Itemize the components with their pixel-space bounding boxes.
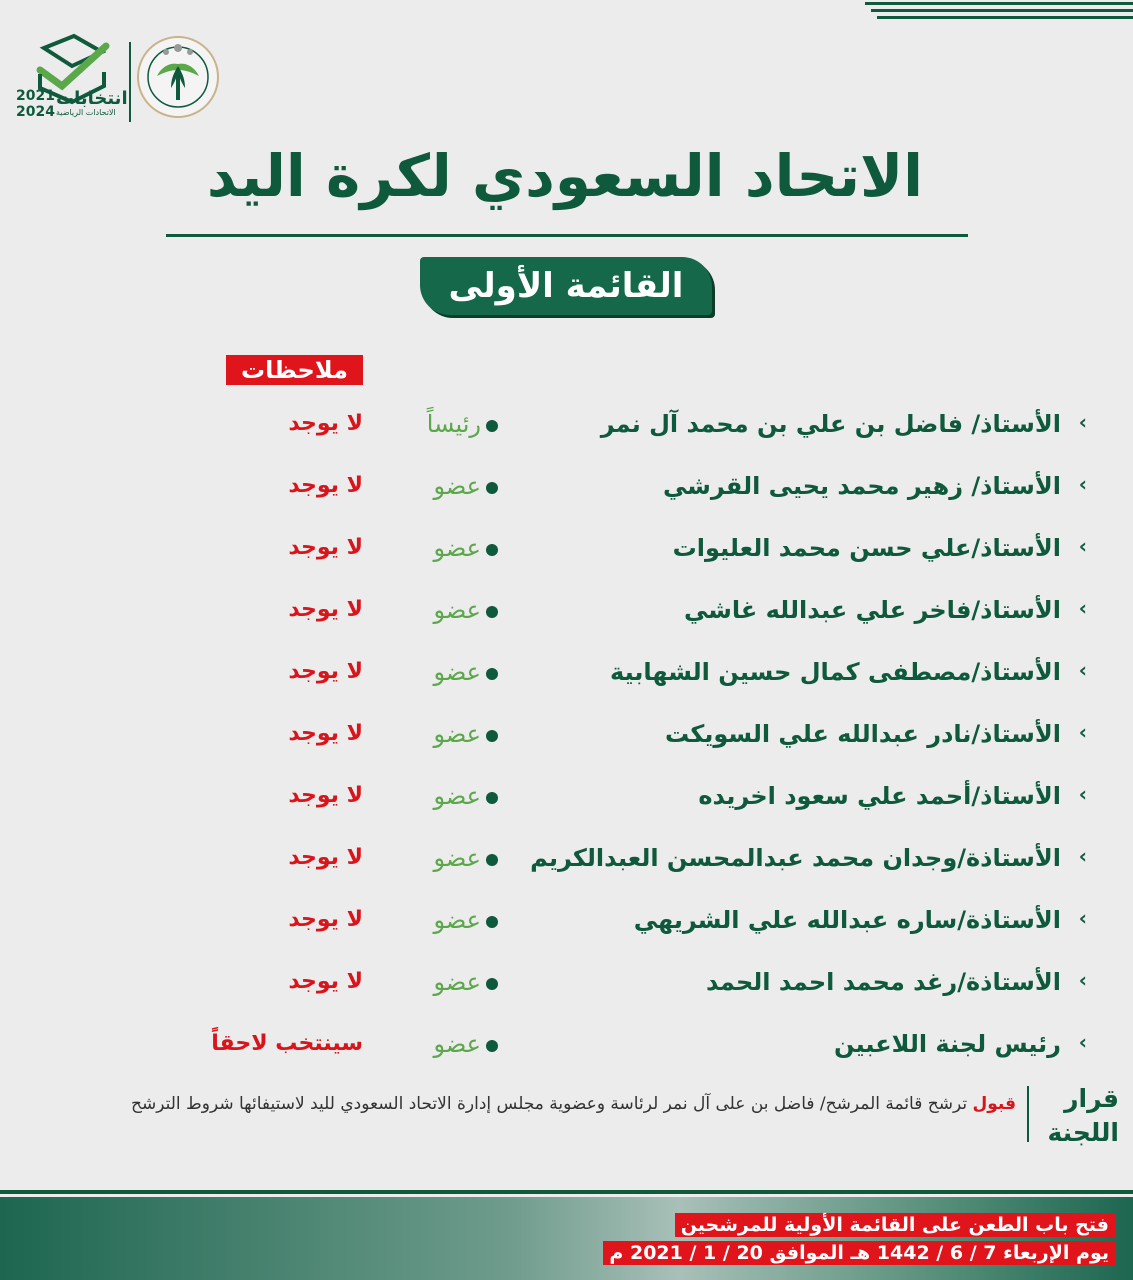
candidate-role: عضو [433, 658, 481, 686]
candidate-role: عضو [433, 596, 481, 624]
chevron-left-icon: ‹ [1078, 720, 1087, 744]
candidate-note: لا يوجد [288, 597, 363, 622]
bullet-icon [486, 792, 498, 804]
chevron-left-icon: ‹ [1078, 596, 1087, 620]
candidate-role: عضو [433, 1030, 481, 1058]
bullet-icon [486, 1040, 498, 1052]
candidate-note: لا يوجد [288, 721, 363, 746]
bullet-icon [486, 420, 498, 432]
bullet-icon [486, 854, 498, 866]
candidate-name: الأستاذة/رغد محمد احمد الحمد [706, 968, 1061, 996]
candidate-note: لا يوجد [288, 473, 363, 498]
chevron-left-icon: ‹ [1078, 410, 1087, 434]
decision-body: ترشح قائمة المرشح/ فاضل بن على آل نمر لرئاسة وعضوية مجلس إدارة الاتحاد السعودي لليد لاستيفائها شروط الترشح [130, 1094, 968, 1114]
footer-date: يوم الإربعاء 7 / 6 / 1442 هـ الموافق 20 / 1 / 2021 م [603, 1241, 1115, 1265]
notes-header: ملاحظات [226, 355, 363, 385]
chevron-left-icon: ‹ [1078, 658, 1087, 682]
chevron-left-icon: ‹ [1078, 844, 1087, 868]
candidate-row [0, 1024, 1133, 1064]
candidate-role: عضو [433, 720, 481, 748]
logo-divider [129, 42, 131, 122]
candidate-row [0, 776, 1133, 816]
decision-title-line2: اللجنة [1047, 1118, 1119, 1147]
candidate-role: عضو [433, 534, 481, 562]
candidate-role: عضو [433, 472, 481, 500]
candidate-note: لا يوجد [288, 659, 363, 684]
footer-divider [0, 1190, 1133, 1194]
candidate-row [0, 404, 1133, 444]
candidate-note: لا يوجد [288, 969, 363, 994]
footer-banner [0, 1197, 1133, 1280]
candidate-note: لا يوجد [288, 907, 363, 932]
title-underline [166, 234, 968, 237]
candidate-role: عضو [433, 782, 481, 810]
candidate-name: الأستاذ/أحمد علي سعود اخريده [698, 782, 1061, 810]
candidate-row [0, 962, 1133, 1002]
footer-appeal-notice: فتح باب الطعن على القائمة الأولية للمرشحين [675, 1213, 1115, 1237]
chevron-left-icon: ‹ [1078, 534, 1087, 558]
bullet-icon [486, 544, 498, 556]
candidate-name: الأستاذ/نادر عبدالله علي السويكت [664, 720, 1061, 748]
decorative-stripes [865, 0, 1133, 22]
bullet-icon [486, 916, 498, 928]
candidate-row [0, 838, 1133, 878]
chevron-left-icon: ‹ [1078, 906, 1087, 930]
chevron-left-icon: ‹ [1078, 1030, 1087, 1054]
candidate-name: الأستاذة/وجدان محمد عبدالمحسن العبدالكريم [530, 844, 1061, 872]
decision-accept: قبول [972, 1094, 1016, 1114]
decision-title-line1: قرار [1064, 1084, 1119, 1113]
chevron-left-icon: ‹ [1078, 782, 1087, 806]
candidate-note: لا يوجد [288, 535, 363, 560]
candidate-row [0, 652, 1133, 692]
candidate-row [0, 466, 1133, 506]
candidate-role: عضو [433, 906, 481, 934]
candidate-name: الأستاذة/ساره عبدالله علي الشريهي [633, 906, 1061, 934]
bullet-icon [486, 978, 498, 990]
candidate-note: لا يوجد [288, 783, 363, 808]
elections-subtitle: الاتحادات الرياضية [56, 108, 116, 117]
candidate-note: سينتخب لاحقاً [211, 1031, 363, 1056]
bullet-icon [486, 668, 498, 680]
candidate-row [0, 900, 1133, 940]
candidate-row [0, 590, 1133, 630]
page-title: الاتحاد السعودي لكرة اليد [206, 142, 924, 210]
candidate-role: عضو [433, 844, 481, 872]
candidate-row [0, 528, 1133, 568]
candidate-name: الأستاذ/ فاضل بن علي بن محمد آل نمر [600, 410, 1061, 438]
palm-tree-logo-icon [133, 32, 223, 122]
chevron-left-icon: ‹ [1078, 968, 1087, 992]
bullet-icon [486, 730, 498, 742]
candidate-note: لا يوجد [288, 845, 363, 870]
candidate-note: لا يوجد [288, 411, 363, 436]
candidate-name: الأستاذ/ زهير محمد يحيى القرشي [662, 472, 1061, 500]
bullet-icon [486, 482, 498, 494]
decision-text [36, 1092, 1016, 1117]
candidate-row [0, 714, 1133, 754]
candidate-role: عضو [433, 968, 481, 996]
chevron-left-icon: ‹ [1078, 472, 1087, 496]
bullet-icon [486, 606, 498, 618]
elections-year-start: 2021 [16, 88, 55, 104]
decision-title [1039, 1082, 1119, 1150]
decision-divider [1027, 1086, 1029, 1142]
elections-year-end: 2024 [16, 104, 55, 120]
candidate-name: الأستاذ/فاخر علي عبدالله غاشي [683, 596, 1061, 624]
candidate-role: رئيساً [426, 410, 481, 438]
candidate-name: الأستاذ/علي حسن محمد العليوات [672, 534, 1061, 562]
elections-label: انتخابات [56, 88, 128, 109]
list-title-badge: القائمة الأولى [420, 257, 712, 315]
candidate-name: الأستاذ/مصطفى كمال حسين الشهابية [610, 658, 1061, 686]
candidate-name: رئيس لجنة اللاعبين [834, 1030, 1061, 1058]
